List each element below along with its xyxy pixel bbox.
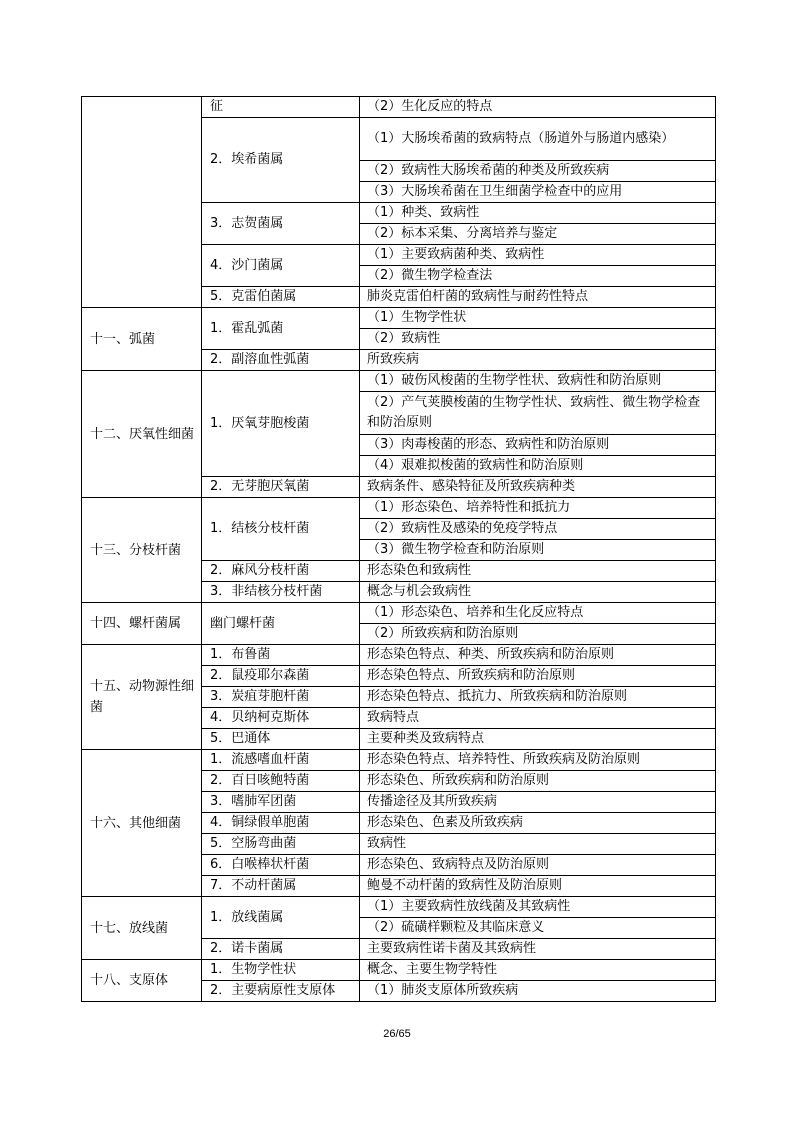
content-cell: 致病性 — [360, 834, 716, 855]
subtopic-cell: 1．生物学性状 — [202, 960, 360, 981]
subtopic-cell: 3．嗜肺军团菌 — [202, 792, 360, 813]
content-cell: 概念与机会致病性 — [360, 582, 716, 603]
content-cell: 传播途径及其所致疾病 — [360, 792, 716, 813]
category-cell — [82, 97, 202, 308]
subtopic-cell: 5．克雷伯菌属 — [202, 287, 360, 308]
content-cell: （2）致病性大肠埃希菌的种类及所致疾病 — [360, 161, 716, 182]
content-cell: （1）生物学性状 — [360, 308, 716, 329]
content-cell: 肺炎克雷伯杆菌的致病性与耐药性特点 — [360, 287, 716, 308]
content-cell: 概念、主要生物学特性 — [360, 960, 716, 981]
category-cell: 十三、分枝杆菌 — [82, 498, 202, 603]
subtopic-cell: 2．诺卡菌属 — [202, 939, 360, 960]
content-cell: （3）肉毒梭菌的形态、致病性和防治原则 — [360, 435, 716, 456]
table-row — [82, 498, 716, 519]
subtopic-cell: 1．结核分枝杆菌 — [202, 498, 360, 561]
content-cell: 致病条件、感染特征及所致疾病种类 — [360, 477, 716, 498]
content-cell: 形态染色、所致疾病和防治原则 — [360, 771, 716, 792]
table-row — [82, 603, 716, 624]
table-row — [82, 960, 716, 981]
subtopic-cell: 3．非结核分枝杆菌 — [202, 582, 360, 603]
content-cell: （2）所致疾病和防治原则 — [360, 624, 716, 645]
content-cell: 形态染色特点、抵抗力、所致疾病和防治原则 — [360, 687, 716, 708]
content-cell: （1）主要致病菌种类、致病性 — [360, 245, 716, 266]
syllabus-table-body — [82, 97, 716, 1002]
syllabus-table — [81, 96, 716, 1002]
content-cell: （1）大肠埃希菌的致病特点（肠道外与肠道内感染） — [360, 118, 716, 161]
table-row — [82, 897, 716, 918]
subtopic-cell: 7．不动杆菌属 — [202, 876, 360, 897]
subtopic-cell: 4．铜绿假单胞菌 — [202, 813, 360, 834]
content-cell: （2）致病性及感染的免疫学特点 — [360, 519, 716, 540]
subtopic-cell: 1．霍乱弧菌 — [202, 308, 360, 350]
subtopic-cell: 3．炭疽芽胞杆菌 — [202, 687, 360, 708]
content-cell: （2）生化反应的特点 — [360, 97, 716, 118]
content-cell: （2）标本采集、分离培养与鉴定 — [360, 224, 716, 245]
content-cell: （2）致病性 — [360, 329, 716, 350]
table-row — [82, 371, 716, 392]
category-cell: 十五、动物源性细菌 — [82, 645, 202, 750]
category-cell: 十二、厌氧性细菌 — [82, 371, 202, 498]
category-cell: 十一、弧菌 — [82, 308, 202, 371]
category-cell: 十七、放线菌 — [82, 897, 202, 960]
subtopic-cell: 5．巴通体 — [202, 729, 360, 750]
subtopic-cell: 幽门螺杆菌 — [202, 603, 360, 645]
content-cell: （2）产气荚膜梭菌的生物学性状、致病性、微生物学检查和防治原则 — [360, 392, 716, 435]
table-row — [82, 750, 716, 771]
subtopic-cell: 2．麻风分枝杆菌 — [202, 561, 360, 582]
content-cell: 形态染色特点、培养特性、所致疾病及防治原则 — [360, 750, 716, 771]
content-cell: （2）硫磺样颗粒及其临床意义 — [360, 918, 716, 939]
table-row — [82, 97, 716, 118]
content-cell: （4）艰难拟梭菌的致病性和防治原则 — [360, 456, 716, 477]
content-cell: 所致疾病 — [360, 350, 716, 371]
content-cell: 致病特点 — [360, 708, 716, 729]
category-cell: 十六、其他细菌 — [82, 750, 202, 897]
content-cell: 形态染色特点、所致疾病和防治原则 — [360, 666, 716, 687]
content-cell: 形态染色、致病特点及防治原则 — [360, 855, 716, 876]
subtopic-cell: 2．无芽胞厌氧菌 — [202, 477, 360, 498]
content-cell: （2）微生物学检查法 — [360, 266, 716, 287]
subtopic-cell: 2．副溶血性弧菌 — [202, 350, 360, 371]
subtopic-cell: 2．主要病原性支原体 — [202, 981, 360, 1002]
content-cell: （1）破伤风梭菌的生物学性状、致病性和防治原则 — [360, 371, 716, 392]
subtopic-cell: 1．布鲁菌 — [202, 645, 360, 666]
subtopic-cell: 2．百日咳鲍特菌 — [202, 771, 360, 792]
content-cell: （3）大肠埃希菌在卫生细菌学检查中的应用 — [360, 182, 716, 203]
content-cell: （1）主要致病性放线菌及其致病性 — [360, 897, 716, 918]
content-cell: （1）形态染色、培养和生化反应特点 — [360, 603, 716, 624]
subtopic-cell: 1．厌氧芽胞梭菌 — [202, 371, 360, 477]
content-cell: （3）微生物学检查和防治原则 — [360, 540, 716, 561]
category-cell: 十四、螺杆菌属 — [82, 603, 202, 645]
table-row — [82, 308, 716, 329]
subtopic-cell: 征 — [202, 97, 360, 118]
subtopic-cell: 2．鼠疫耶尔森菌 — [202, 666, 360, 687]
content-cell: 形态染色和致病性 — [360, 561, 716, 582]
content-cell: 主要种类及致病特点 — [360, 729, 716, 750]
subtopic-cell: 4．贝纳柯克斯体 — [202, 708, 360, 729]
content-cell: 鲍曼不动杆菌的致病性及防治原则 — [360, 876, 716, 897]
table-row — [82, 645, 716, 666]
subtopic-cell: 1．流感嗜血杆菌 — [202, 750, 360, 771]
category-cell: 十八、支原体 — [82, 960, 202, 1002]
content-cell: （1）肺炎支原体所致疾病 — [360, 981, 716, 1002]
subtopic-cell: 3．志贺菌属 — [202, 203, 360, 245]
subtopic-cell: 6．白喉棒状杆菌 — [202, 855, 360, 876]
content-cell: （1）种类、致病性 — [360, 203, 716, 224]
subtopic-cell: 4．沙门菌属 — [202, 245, 360, 287]
content-cell: 形态染色特点、种类、所致疾病和防治原则 — [360, 645, 716, 666]
subtopic-cell: 2．埃希菌属 — [202, 118, 360, 203]
content-cell: （1）形态染色、培养特性和抵抗力 — [360, 498, 716, 519]
content-cell: 主要致病性诺卡菌及其致病性 — [360, 939, 716, 960]
subtopic-cell: 5．空肠弯曲菌 — [202, 834, 360, 855]
page-number: 26/65 — [383, 1028, 411, 1040]
subtopic-cell: 1．放线菌属 — [202, 897, 360, 939]
content-cell: 形态染色、色素及所致疾病 — [360, 813, 716, 834]
